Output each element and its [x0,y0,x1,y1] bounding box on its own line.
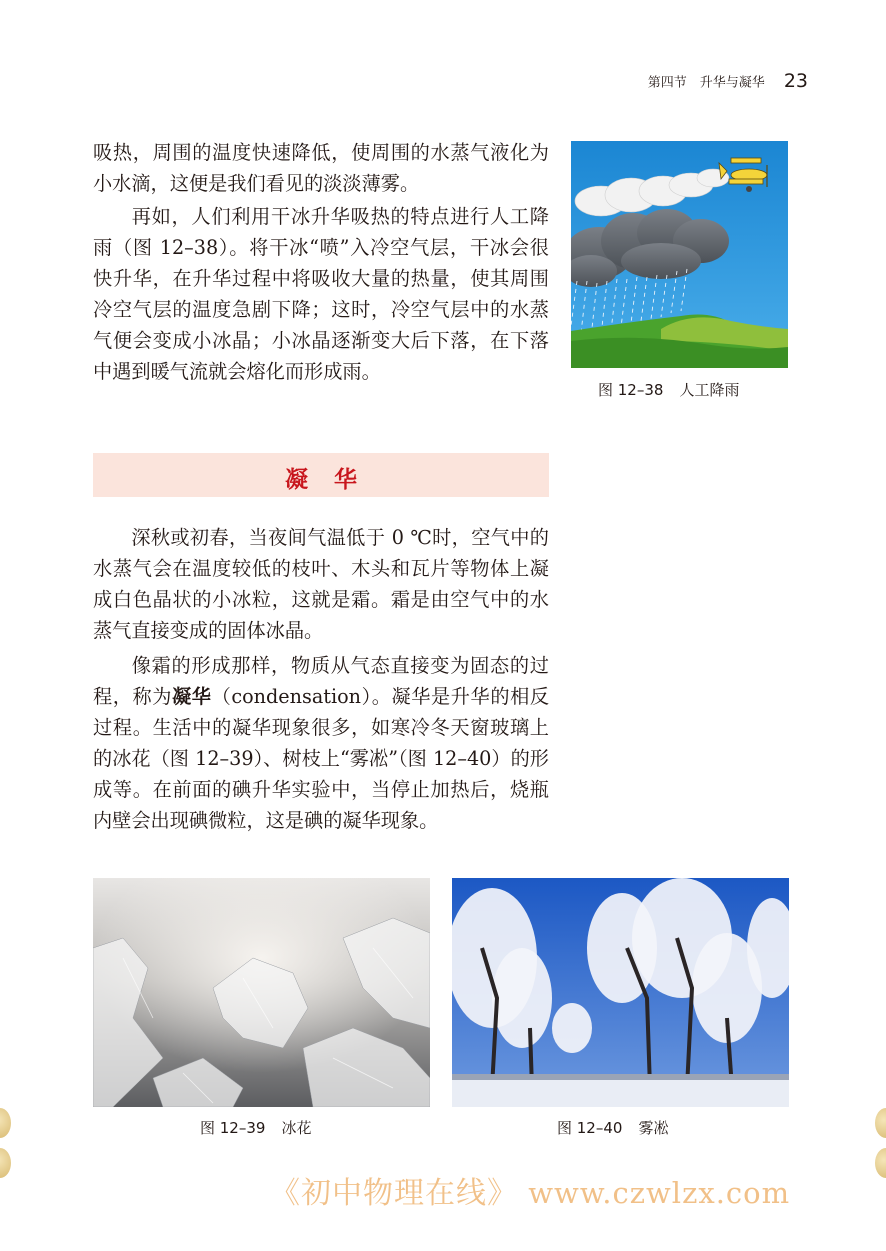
figure-40-caption [557,1117,668,1138]
artificial-rain-illustration [571,141,788,368]
section-heading: 第四节 升华与凝华 [647,75,765,91]
paragraph-1-text: 吸热，周围的温度快速降低，使周围的水蒸气液化为小水滴，这便是我们看见的淡淡薄雾。 [93,141,549,195]
figure-38-title: 人工降雨 [679,381,740,399]
paragraph-4-text-before: 像霜的形成那样，物质从气态直接变为固态的过程，称为 [93,654,549,708]
paragraph-3 [93,522,549,646]
page-number: 23 [783,70,808,92]
watermark [270,1168,850,1212]
page-header [0,70,808,92]
right-tab-bottom [875,1148,886,1178]
figure-38-caption [598,379,739,400]
figure-39-title: 冰花 [281,1119,312,1137]
paragraph-3-text: 深秋或初春，当夜间气温低于 0 ℃时，空气中的水蒸气会在温度较低的枝叶、木头和瓦片等物体上凝成白色晶状的小冰粒，这就是霜。霜是由空气中的水蒸气直接变成的固体冰晶。 [93,526,549,642]
figure-artificial-rain [571,141,788,368]
rime-photo [452,878,789,1107]
left-tab-bottom [0,1148,11,1178]
paragraph-2 [93,201,549,387]
key-term: 凝华 [172,685,212,708]
paragraph-4-text-after: （condensation）。凝华是升华的相反过程。生活中的凝华现象很多，如寒冷冬天窗玻璃上的冰花（图 12–39）、树枝上“雾凇”（图 12–40）的形成等。在前面的碘升华实验中，当停止加热后，烧瓶内壁会出现碘微粒，这是碘的凝华现象。 [93,685,550,832]
paragraph-2-text: 再如，人们利用干冰升华吸热的特点进行人工降雨（图 12–38）。将干冰“喷”入冷空气层，干冰会很快升华，在升华过程中将吸收大量的热量，使其周围冷空气层的温度急剧下降；这时，冷空气层中的水蒸气便会变成小冰晶；小冰晶逐渐变大后下落，在下落中遇到暖气流就会熔化而形成雨。 [93,205,549,383]
figure-40-title: 雾凇 [638,1119,669,1137]
paragraph-1 [93,137,549,199]
watermark-site-name: 《初中物理在线》 [270,1176,518,1211]
figure-40-number: 图 12–40 [557,1119,623,1137]
section-title: 凝华 [285,467,383,493]
figure-38-number: 图 12–38 [598,381,664,399]
figure-ice-flower [93,878,430,1107]
section-title-bar [93,453,549,497]
right-tab-top [875,1108,886,1138]
figure-rime [452,878,789,1107]
figure-39-caption [200,1117,311,1138]
ice-flower-photo [93,878,430,1107]
paragraph-4 [93,650,549,836]
left-tab-top [0,1108,11,1138]
figure-39-number: 图 12–39 [200,1119,266,1137]
watermark-url: www.czwlzx.com [528,1176,791,1210]
